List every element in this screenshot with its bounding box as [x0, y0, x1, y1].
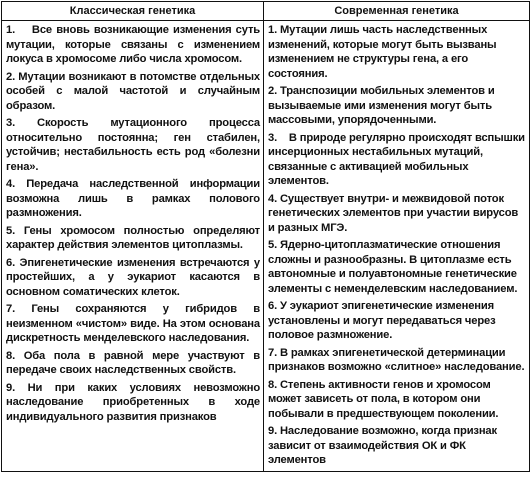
classical-item-8: 8. Оба пола в равной мере участвуют в передаче своих наследственных свойств. [6, 349, 263, 376]
modern-item-4: 4. Существует внутри- и межвидовой поток генетических элементов при участии вирусов и разных МГЭ. [268, 192, 522, 234]
modern-item-7: 7. В рамках эпигенетической детерминации признаков возможно «слитное» наследование. [268, 346, 525, 373]
modern-item-8: 8. Степень активности генов и хромосом может зависеть от пола, в котором они побывали в предшествующем поколении. [268, 378, 499, 420]
header-classical-genetics: Классическая генетика [2, 2, 264, 21]
modern-item-5: 5. Ядерно-цитоплазматические отношения сложны и разнообразны. В цитоплазме есть автономные и полуавтономные генетические элементы с неменделевским наследованием. [268, 239, 520, 295]
classical-genetics-column [2, 21, 264, 472]
classical-item-4: 4. Передача наследственной информации возможна лишь в рамках полового размножения. [6, 178, 263, 219]
table-header-row [2, 2, 530, 21]
modern-item-1: 1. Мутации лишь часть наследственных изменений, которые могут быть вызваны изменением не структуры гена, а его состояния. [268, 24, 500, 80]
modern-item-9: 9. Наследование возможно, когда признак зависит от взаимодействия ОК и ФК элементов [268, 425, 500, 466]
modern-item-6: 6. У эукариот эпигенетические изменения установлены и могут передаваться через половое размножение. [268, 300, 499, 341]
classical-item-5: 5. Гены хромосом полностью определяют характер действия элементов цитоплазмы. [6, 224, 263, 251]
classical-item-3: 3. Скорость мутационного процесса относительно постоянна; ген стабилен, устойчив; нестабильность есть род «болезни гена». [6, 117, 263, 173]
classical-item-9: 9. Ни при каких условиях невозможно наследование приобретенных в ходе индивидуального развития признаков [6, 381, 263, 423]
table-body-row [2, 21, 530, 472]
classical-item-6: 6. Эпигенетические изменения встречаются у простейших, а у эукариот касаются в основном соматических клеток. [6, 256, 263, 298]
genetics-comparison-table [1, 1, 530, 472]
classical-item-1: 1. Все вновь возникающие изменения суть мутации, которые связаны с изменением локуса в хромосоме либо числа хромосом. [6, 24, 263, 65]
modern-item-3: 3. В природе регулярно происходят вспышки инсерционных нестабильных мутаций, связанные с активацией мобильных элементов. [268, 131, 528, 187]
header-modern-genetics: Современная генетика [264, 2, 530, 21]
classical-item-2: 2. Мутации возникают в потомстве отдельных особей с малой частотой и случайным образом. [6, 70, 263, 112]
classical-item-7: 7. Гены сохраняются у гибридов в неизменном «чистом» виде. На этом основана дискретность менделевского наследования. [6, 303, 263, 344]
modern-item-2: 2. Транспозиции мобильных элементов и вызываемые ими изменения могут быть массовыми, упорядоченными. [268, 85, 498, 126]
modern-genetics-column [264, 21, 530, 472]
